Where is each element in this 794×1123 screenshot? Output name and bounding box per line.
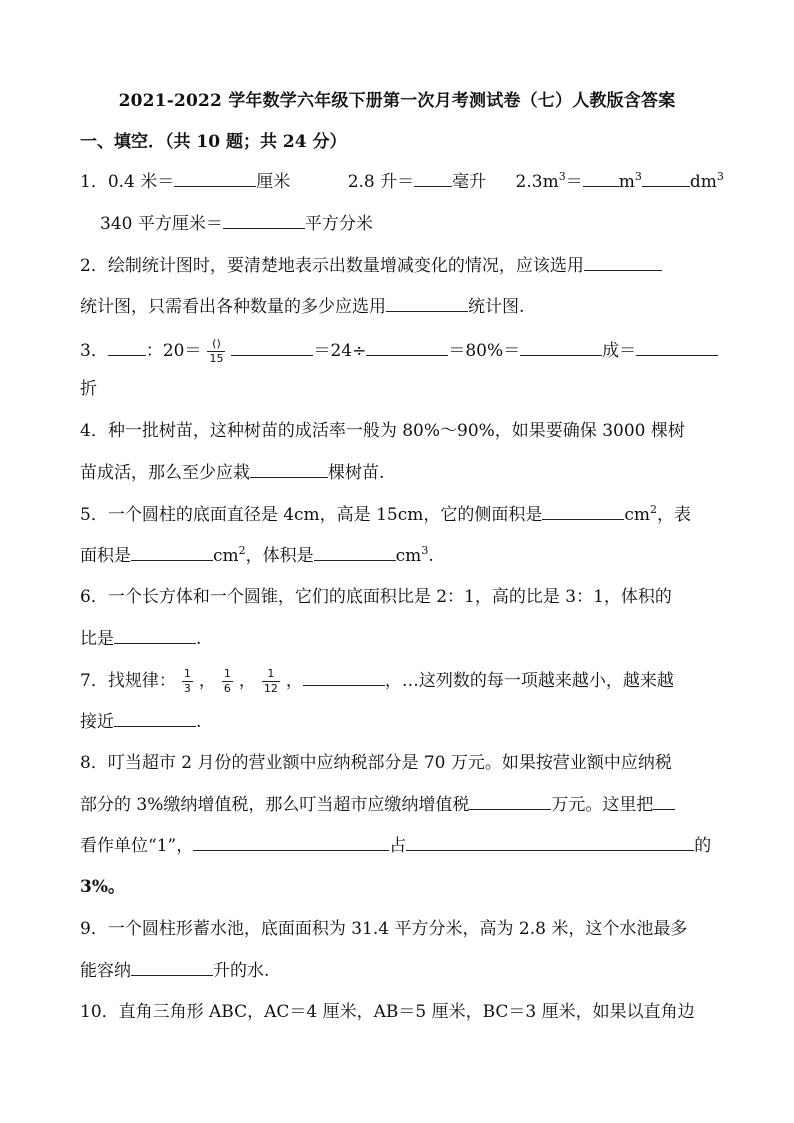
question-text: 统计图. [468,297,525,317]
answer-blank[interactable] [469,793,551,810]
question-text: 的 [694,836,712,856]
question-text: 340 平方厘米＝ [100,214,223,234]
unit-text: 毫升 [452,172,487,192]
answer-blank[interactable] [314,544,396,561]
question-text: 统计图，只需看出各种数量的多少应选用 [80,297,386,317]
answer-blank[interactable] [406,834,694,851]
unit-text: 平方分米 [304,214,373,234]
question-8-line-3 [80,834,711,857]
question-5-line-1 [80,503,691,526]
fraction: $\frac{1}{12}$ [263,667,278,695]
unit-text: cm [213,546,239,566]
answer-blank[interactable] [636,339,718,356]
question-text: 成＝ [602,341,637,361]
question-text: . [196,629,202,649]
question-text: 7．找规律： [80,671,176,691]
answer-blank[interactable] [131,959,213,976]
question-text: 面积是 [80,546,131,566]
superscript: 3 [421,544,429,557]
answer-blank[interactable] [223,212,305,229]
answer-blank[interactable] [114,627,196,644]
question-10-line-1 [80,1001,695,1023]
answer-blank[interactable] [520,339,602,356]
question-5-line-2 [80,544,434,567]
question-1-line-1 [80,170,724,193]
question-text: 接近 [80,712,114,732]
question-8-line-1 [80,752,672,774]
question-text: 占 [389,836,407,856]
answer-blank[interactable] [584,254,662,271]
question-text: 2．绘制统计图时，要清楚地表示出数量增减变化的情况，应该选用 [80,256,584,276]
question-text: 折 [80,379,97,399]
question-4-line-1 [80,420,685,442]
question-3-line-2 [80,378,97,400]
question-text: ＝80%＝ [448,341,521,361]
question-8-line-4 [80,876,125,898]
question-text: ：20＝ [145,341,202,361]
question-text: ，…这列数的每一项越来越小，越来越 [384,671,674,691]
question-text: 万元。这里把 [551,795,654,815]
answer-blank[interactable] [250,461,328,478]
question-text: 能容纳 [80,961,131,981]
answer-blank[interactable] [386,295,468,312]
question-text: ＝ [565,172,583,192]
answer-blank[interactable] [653,793,675,810]
question-text: 棵树苗. [328,463,385,483]
answer-blank[interactable] [642,170,690,187]
question-text: 2.8 升＝ [347,172,415,192]
superscript: 3 [558,170,566,183]
question-6-line-2 [80,627,201,650]
question-text: 10．直角三角形 ABC，AC＝4 厘米，AB＝5 厘米，BC＝3 厘米，如果以直角边 [80,1002,695,1022]
question-text: ，体积是 [245,546,314,566]
superscript: 2 [650,503,658,516]
question-text: 8．叮当超市 2 月份的营业额中应纳税部分是 70 万元。如果按营业额中应纳税 [80,753,672,773]
question-text: 5．一个圆柱的底面直径是 4cm，高是 15cm，它的侧面积是 [80,505,543,525]
answer-blank[interactable] [174,170,256,187]
separator: ， [285,671,303,691]
unit-text: m [618,172,635,192]
page-title: 2021-2022 学年数学六年级下册第一次月考测试卷（七）人教版含答案 [118,91,676,111]
answer-blank[interactable] [542,503,624,520]
question-7-line-1 [80,668,674,695]
question-text: ＝24÷ [313,341,367,361]
fraction: $\frac{1}{6}$ [223,667,231,695]
answer-blank[interactable] [303,669,385,686]
fraction: $\frac{1}{3}$ [183,667,191,695]
answer-blank[interactable] [231,339,313,356]
question-9-line-2 [80,959,269,982]
question-4-line-2 [80,461,384,484]
superscript: 3 [716,170,724,183]
answer-blank[interactable] [108,339,146,356]
fraction: $\frac{()}{15}$ [209,337,224,365]
question-8-line-2 [80,793,675,816]
answer-blank[interactable] [193,834,389,851]
separator: ， [198,671,216,691]
answer-blank[interactable] [414,170,452,187]
answer-blank[interactable] [131,544,213,561]
section-heading: 一、填空．（共 10 题；共 24 分） [80,132,347,152]
separator: ， [238,671,256,691]
question-text: 部分的 3%缴纳增值税，那么叮当超市应缴纳增值税 [80,795,470,815]
question-2-line-2 [80,295,524,318]
question-text: . [428,546,434,566]
question-text: ，表 [657,505,692,525]
question-text: 6．一个长方体和一个圆锥，它们的底面积比是 2：1，高的比是 3：1，体积的 [80,587,672,607]
question-2-line-1 [80,254,662,277]
unit-text: 厘米 [256,172,291,192]
question-text: 3%。 [80,877,125,897]
question-text: 4．种一批树苗，这种树苗的成活率一般为 80%～90%，如果要确保 3000 棵树 [80,421,685,441]
question-text: 升的水. [213,961,270,981]
question-6-line-1 [80,586,672,608]
answer-blank[interactable] [583,170,619,187]
unit-text: cm [624,505,651,525]
answer-blank[interactable] [366,339,448,356]
superscript: 2 [238,544,246,557]
question-1-line-2 [100,212,373,235]
question-number: 1． [80,172,108,192]
question-text: 苗成活，那么至少应栽 [80,463,250,483]
question-text: 比是 [80,629,114,649]
question-7-line-2 [80,710,201,733]
question-text: 9．一个圆柱形蓄水池，底面面积为 31.4 平方分米，高为 2.8 米，这个水池最多 [80,919,688,939]
question-3-line-1 [80,338,718,365]
superscript: 3 [634,170,642,183]
question-9-line-1 [80,918,687,940]
question-text: . [196,712,202,732]
question-text: 0.4 米＝ [107,172,175,192]
question-text: 看作单位“1”， [80,836,194,856]
unit-text: cm [395,546,422,566]
unit-text: dm [689,172,717,192]
answer-blank[interactable] [114,710,196,727]
question-text: 2.3m [515,172,559,192]
question-number: 3． [80,341,108,361]
